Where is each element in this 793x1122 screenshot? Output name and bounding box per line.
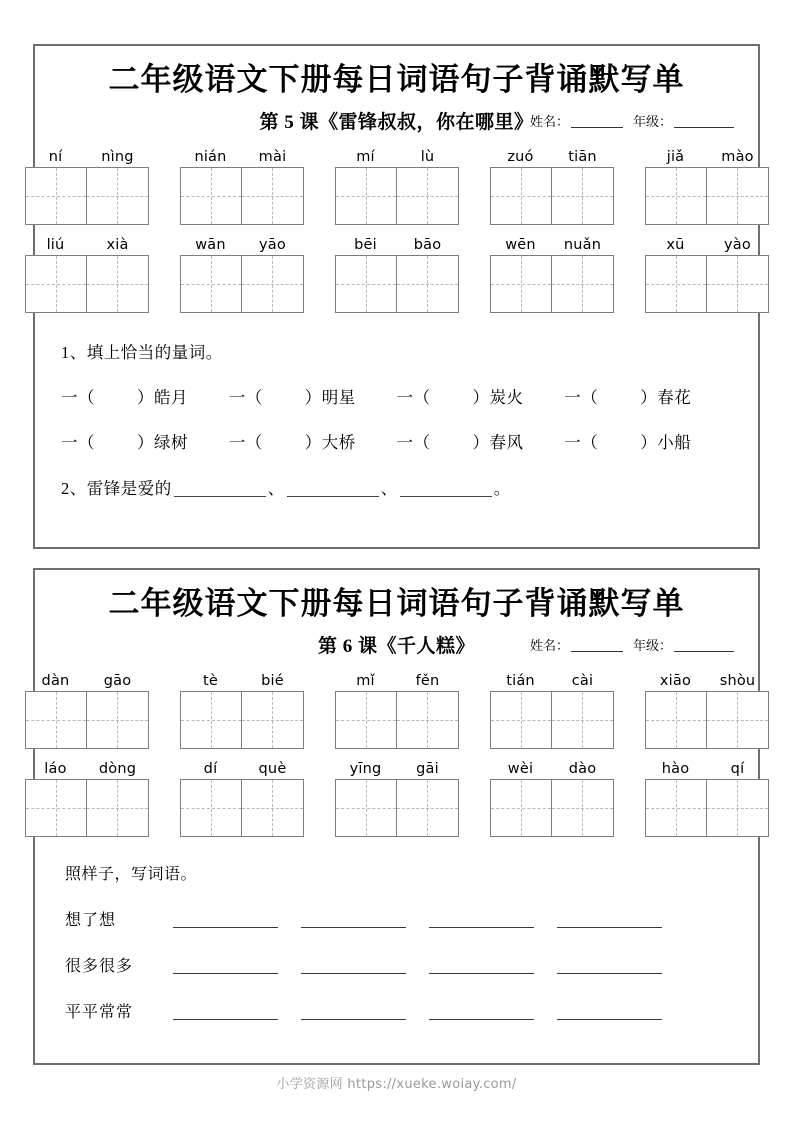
pinyin-char-cell — [180, 147, 242, 225]
tianzige-writing-box[interactable] — [552, 779, 614, 837]
measure-prefix: 一（ — [396, 387, 431, 407]
tianzige-writing-box[interactable] — [397, 779, 459, 837]
tianzige-writing-box[interactable] — [87, 167, 149, 225]
pinyin-char-cell — [87, 147, 149, 225]
measure-prefix: 一（ — [396, 432, 431, 452]
pinyin-char-cell — [180, 671, 242, 749]
pinyin-char-cell — [25, 147, 87, 225]
pinyin-label: liú — [46, 236, 65, 253]
pinyin-label: wān — [195, 236, 226, 253]
pinyin-char-cell — [180, 759, 242, 837]
word-group — [645, 235, 769, 313]
word-group — [180, 671, 304, 749]
separator: 、 — [267, 478, 285, 498]
word-group — [490, 671, 614, 749]
tianzige-writing-box[interactable] — [180, 255, 242, 313]
tianzige-writing-box[interactable] — [180, 691, 242, 749]
pinyin-char-cell — [645, 671, 707, 749]
pinyin-char-cell — [397, 235, 459, 313]
pinyin-char-cell — [335, 671, 397, 749]
period: 。 — [493, 478, 511, 498]
word-group — [335, 147, 459, 225]
tianzige-writing-box[interactable] — [397, 255, 459, 313]
exercise-2-number: 2、 — [61, 478, 87, 498]
pinyin-label: bēi — [354, 236, 377, 253]
answer-blank[interactable] — [173, 1007, 278, 1020]
measure-answer-blank[interactable] — [263, 433, 305, 453]
measure-word-item[interactable] — [61, 384, 229, 408]
exercise-2-stem: 雷锋是爱的 — [86, 478, 172, 498]
pinyin-label: nián — [194, 148, 227, 165]
measure-answer-blank[interactable] — [95, 388, 137, 408]
pinyin-label: mài — [258, 148, 287, 165]
answer-blank[interactable] — [400, 481, 492, 497]
word-group — [25, 147, 149, 225]
measure-prefix: 一（ — [61, 432, 95, 452]
pinyin-label: shòu — [719, 672, 756, 689]
word-group — [25, 671, 149, 749]
pinyin-label: dào — [568, 760, 597, 777]
pinyin-char-cell — [397, 759, 459, 837]
pinyin-char-cell — [87, 759, 149, 837]
answer-blank[interactable] — [301, 915, 406, 928]
tianzige-writing-box[interactable] — [25, 691, 87, 749]
measure-word-item[interactable] — [397, 429, 565, 453]
measure-prefix: 一（ — [61, 387, 95, 407]
pinyin-label: láo — [44, 760, 67, 777]
pinyin-char-cell — [707, 671, 769, 749]
pinyin-char-cell — [87, 671, 149, 749]
tianzige-writing-box[interactable] — [707, 779, 769, 837]
measure-answer-blank[interactable] — [263, 388, 305, 408]
grade-label: 年级： — [632, 113, 672, 129]
measure-answer-blank[interactable] — [95, 433, 137, 453]
pinyin-char-cell — [490, 147, 552, 225]
pinyin-char-cell — [645, 759, 707, 837]
tianzige-writing-box[interactable] — [645, 255, 707, 313]
pattern-blank-group — [173, 1007, 662, 1022]
student-meta-fields — [530, 111, 734, 130]
pattern-row — [65, 999, 732, 1022]
pinyin-char-cell — [707, 759, 769, 837]
measure-word-item[interactable] — [229, 429, 397, 453]
pinyin-label: mǐ — [356, 672, 375, 689]
student-meta-fields — [530, 635, 734, 654]
pinyin-grid-row — [35, 759, 758, 837]
pinyin-char-cell — [242, 235, 304, 313]
pinyin-label: xià — [106, 236, 129, 253]
tianzige-writing-box[interactable] — [335, 167, 397, 225]
tianzige-writing-box[interactable] — [242, 255, 304, 313]
exercise-2-sentence — [61, 475, 732, 499]
answer-blank[interactable] — [173, 915, 278, 928]
lesson-title: 第 6 课《千人糕》 — [317, 635, 475, 657]
subtitle-row — [35, 631, 758, 661]
pinyin-label: nuǎn — [563, 236, 602, 253]
measure-word-item[interactable] — [397, 384, 565, 408]
pinyin-label: què — [258, 760, 287, 777]
pinyin-grid-row — [35, 147, 758, 225]
pinyin-char-cell — [552, 759, 614, 837]
measure-word-item[interactable] — [564, 384, 732, 408]
name-input-blank[interactable] — [571, 638, 623, 652]
subtitle-row — [35, 107, 758, 137]
pinyin-char-cell — [335, 147, 397, 225]
measure-suffix: ） — [137, 387, 154, 407]
tianzige-writing-box[interactable] — [707, 691, 769, 749]
measure-word-item[interactable] — [564, 429, 732, 453]
name-label: 姓名： — [529, 637, 569, 653]
measure-suffix: ） — [304, 432, 322, 452]
pinyin-label: gāi — [416, 760, 439, 777]
pinyin-label: cài — [571, 672, 594, 689]
worksheet-card-lesson-5 — [33, 44, 760, 549]
pinyin-label: yào — [724, 236, 751, 253]
pattern-row — [65, 907, 732, 930]
tianzige-writing-box[interactable] — [242, 691, 304, 749]
tianzige-writing-box[interactable] — [645, 167, 707, 225]
worksheet-card-lesson-6 — [33, 568, 760, 1065]
answer-blank[interactable] — [173, 961, 278, 974]
pinyin-char-cell — [552, 235, 614, 313]
tianzige-writing-box[interactable] — [87, 779, 149, 837]
tianzige-writing-box[interactable] — [490, 167, 552, 225]
measure-answer-blank[interactable] — [598, 388, 640, 408]
measure-noun: 春花 — [657, 387, 692, 407]
word-group — [645, 147, 769, 225]
word-group — [490, 147, 614, 225]
tianzige-writing-box[interactable] — [707, 167, 769, 225]
answer-blank[interactable] — [557, 961, 662, 974]
pinyin-label: yāo — [259, 236, 286, 253]
measure-noun: 小船 — [657, 432, 692, 452]
measure-suffix: ） — [472, 432, 490, 452]
answer-blank[interactable] — [557, 915, 662, 928]
page-title: 二年级语文下册每日词语句子背诵默写单 — [108, 586, 685, 621]
word-group — [490, 235, 614, 313]
grade-input-blank[interactable] — [674, 114, 734, 128]
pattern-row — [65, 953, 732, 976]
pinyin-grid-row — [35, 671, 758, 749]
pinyin-label: xiāo — [659, 672, 692, 689]
pinyin-char-cell — [552, 671, 614, 749]
answer-blank[interactable] — [429, 961, 534, 974]
measure-prefix: 一（ — [564, 432, 599, 452]
pinyin-char-cell — [242, 759, 304, 837]
pinyin-label: mí — [356, 148, 375, 165]
grade-input-blank[interactable] — [674, 638, 734, 652]
measure-noun: 明星 — [321, 387, 356, 407]
pattern-example-word: 想了想 — [65, 911, 117, 929]
pattern-blank-group — [173, 915, 662, 930]
answer-blank[interactable] — [429, 915, 534, 928]
tianzige-writing-box[interactable] — [25, 255, 87, 313]
pinyin-label: nìng — [101, 148, 134, 165]
pinyin-label: dí — [203, 760, 218, 777]
name-input-blank[interactable] — [571, 114, 623, 128]
tianzige-writing-box[interactable] — [552, 691, 614, 749]
tianzige-writing-box[interactable] — [180, 167, 242, 225]
pinyin-label: wēn — [505, 236, 536, 253]
exercise-1-heading: 1、填上恰当的量词。 — [61, 342, 223, 362]
measure-prefix: 一（ — [564, 387, 599, 407]
tianzige-writing-box[interactable] — [242, 779, 304, 837]
tianzige-writing-box[interactable] — [490, 691, 552, 749]
pinyin-label: qí — [730, 760, 745, 777]
tianzige-writing-box[interactable] — [397, 167, 459, 225]
word-group — [490, 759, 614, 837]
pinyin-char-cell — [397, 147, 459, 225]
word-group — [25, 235, 149, 313]
answer-blank[interactable] — [557, 1007, 662, 1020]
pinyin-label: jiǎ — [666, 148, 685, 165]
measure-word-item[interactable] — [61, 429, 229, 453]
tianzige-writing-box[interactable] — [335, 691, 397, 749]
pattern-exercise-section — [35, 861, 758, 1022]
pinyin-label: zuó — [507, 148, 534, 165]
tianzige-writing-box[interactable] — [87, 691, 149, 749]
tianzige-writing-box[interactable] — [490, 255, 552, 313]
word-group — [180, 759, 304, 837]
tianzige-writing-box[interactable] — [87, 255, 149, 313]
pinyin-label: hào — [661, 760, 690, 777]
pinyin-char-cell — [180, 235, 242, 313]
pinyin-label: bié — [261, 672, 284, 689]
word-group — [335, 235, 459, 313]
pattern-example-word: 平平常常 — [65, 1003, 134, 1021]
exercise-section — [35, 339, 758, 499]
tianzige-writing-box[interactable] — [335, 779, 397, 837]
tianzige-writing-box[interactable] — [335, 255, 397, 313]
measure-suffix: ） — [640, 432, 658, 452]
word-group — [335, 759, 459, 837]
tianzige-writing-box[interactable] — [645, 691, 707, 749]
word-group — [180, 147, 304, 225]
measure-word-row — [61, 384, 732, 408]
pinyin-label: tè — [202, 672, 218, 689]
measure-prefix: 一（ — [228, 387, 263, 407]
grade-label: 年级： — [632, 637, 672, 653]
measure-noun: 炭火 — [489, 387, 524, 407]
pinyin-char-cell — [335, 235, 397, 313]
pinyin-grid-row — [35, 235, 758, 313]
answer-blank[interactable] — [174, 481, 266, 497]
pinyin-char-cell — [25, 235, 87, 313]
tianzige-writing-box[interactable] — [552, 167, 614, 225]
tianzige-writing-box[interactable] — [645, 779, 707, 837]
pinyin-label: lù — [420, 148, 435, 165]
pinyin-label: tián — [506, 672, 535, 689]
pinyin-char-cell — [490, 671, 552, 749]
footer-watermark: 小学资源网 https://xueke.woiay.com/ — [276, 1077, 517, 1092]
pinyin-label: tiān — [568, 148, 597, 165]
answer-blank[interactable] — [301, 961, 406, 974]
tianzige-writing-box[interactable] — [242, 167, 304, 225]
measure-answer-blank[interactable] — [598, 433, 640, 453]
pinyin-char-cell — [87, 235, 149, 313]
pinyin-char-cell — [335, 759, 397, 837]
pinyin-char-cell — [552, 147, 614, 225]
pinyin-char-cell — [490, 759, 552, 837]
pinyin-label: fěn — [415, 672, 440, 689]
pinyin-char-cell — [645, 235, 707, 313]
pinyin-char-cell — [397, 671, 459, 749]
pattern-rows — [65, 907, 732, 1022]
pinyin-label: ní — [48, 148, 63, 165]
pinyin-label: dàn — [41, 672, 70, 689]
pinyin-char-cell — [490, 235, 552, 313]
measure-noun: 皓月 — [154, 387, 188, 407]
measure-prefix: 一（ — [228, 432, 263, 452]
measure-suffix: ） — [640, 387, 658, 407]
pinyin-char-cell — [25, 671, 87, 749]
pinyin-label: dòng — [98, 760, 137, 777]
answer-blank[interactable] — [301, 1007, 406, 1020]
answer-blank[interactable] — [287, 481, 379, 497]
tianzige-writing-box[interactable] — [180, 779, 242, 837]
pinyin-label: yīng — [349, 760, 382, 777]
measure-word-item[interactable] — [229, 384, 397, 408]
tianzige-writing-box[interactable] — [707, 255, 769, 313]
pinyin-char-cell — [25, 759, 87, 837]
tianzige-writing-box[interactable] — [552, 255, 614, 313]
word-group — [335, 671, 459, 749]
name-label: 姓名： — [529, 113, 569, 129]
pinyin-label: bāo — [413, 236, 442, 253]
pinyin-char-cell — [242, 147, 304, 225]
answer-blank[interactable] — [429, 1007, 534, 1020]
measure-answer-blank[interactable] — [431, 433, 473, 453]
pinyin-label: wèi — [507, 760, 534, 777]
separator: 、 — [380, 478, 398, 498]
lesson-title: 第 5 课《雷锋叔叔，你在哪里》 — [259, 111, 534, 133]
measure-suffix: ） — [304, 387, 322, 407]
pinyin-char-cell — [645, 147, 707, 225]
word-group — [180, 235, 304, 313]
pinyin-label: gāo — [103, 672, 132, 689]
pattern-example-word: 很多很多 — [65, 957, 134, 975]
tianzige-writing-box[interactable] — [25, 779, 87, 837]
measure-noun: 大桥 — [321, 432, 356, 452]
measure-word-row — [61, 429, 732, 453]
page-title: 二年级语文下册每日词语句子背诵默写单 — [108, 62, 685, 97]
measure-noun: 绿树 — [154, 432, 188, 452]
measure-noun: 春风 — [489, 432, 524, 452]
pattern-blank-group — [173, 961, 662, 976]
tianzige-writing-box[interactable] — [25, 167, 87, 225]
measure-suffix: ） — [137, 432, 154, 452]
word-group — [645, 759, 769, 837]
pinyin-label: mào — [721, 148, 754, 165]
pattern-exercise-heading: 照样子，写词语。 — [65, 865, 198, 883]
pinyin-char-cell — [242, 671, 304, 749]
word-group — [25, 759, 149, 837]
pinyin-char-cell — [707, 147, 769, 225]
pinyin-label: xū — [666, 236, 685, 253]
tianzige-writing-box[interactable] — [397, 691, 459, 749]
pinyin-char-cell — [707, 235, 769, 313]
measure-suffix: ） — [472, 387, 490, 407]
measure-answer-blank[interactable] — [431, 388, 473, 408]
tianzige-writing-box[interactable] — [490, 779, 552, 837]
word-group — [645, 671, 769, 749]
